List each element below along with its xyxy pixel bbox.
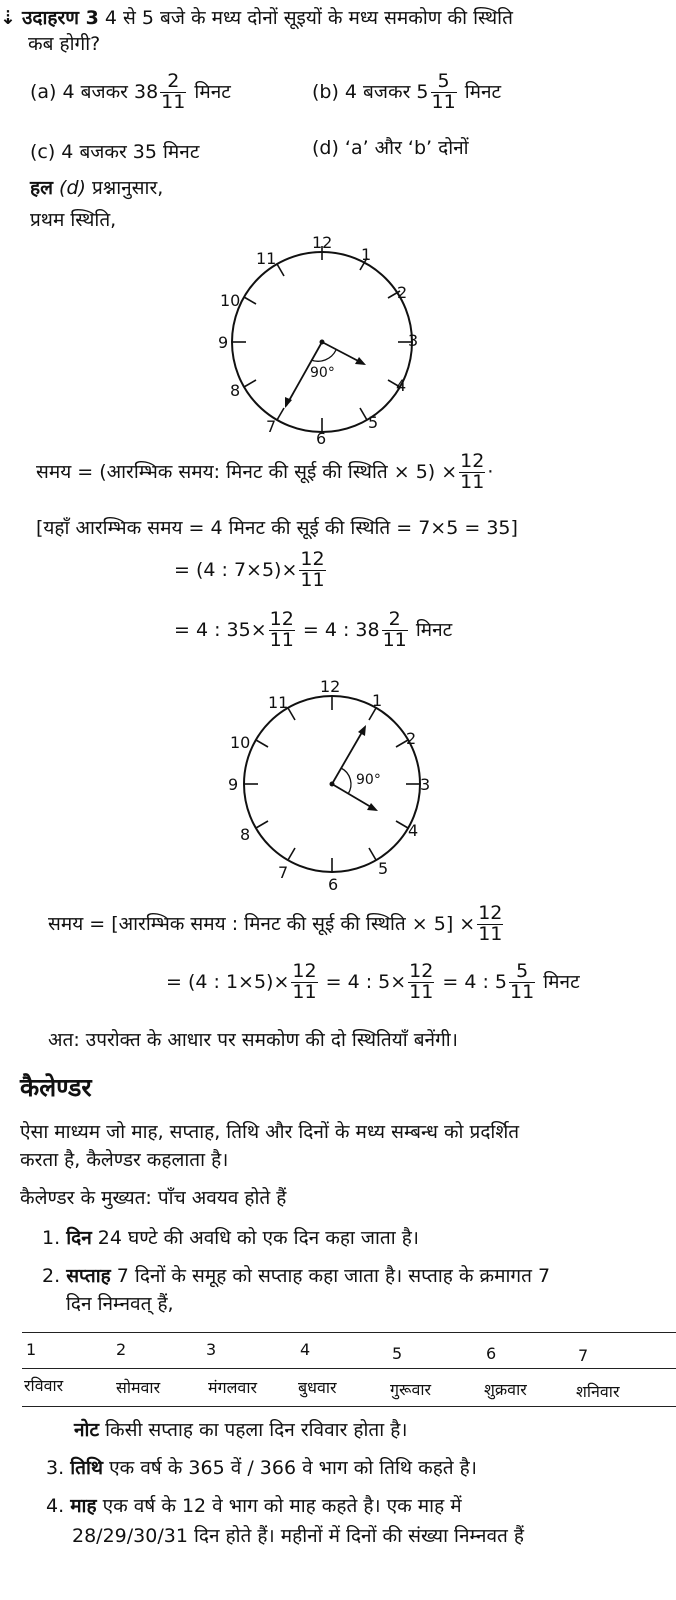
clock-label-10: 10	[230, 733, 251, 752]
calendar-intro-line2: करता है, कैलेण्डर कहलाता है।	[20, 1149, 229, 1171]
clock-label-9: 9	[218, 333, 229, 352]
clock-label-5: 5	[368, 413, 379, 432]
clock-diagram-1	[210, 226, 440, 456]
clock-label-9: 9	[228, 775, 239, 794]
week-day: मंगलवार	[208, 1378, 258, 1397]
solution-header	[30, 176, 163, 201]
conclusion-text: अत: उपरोक्त के आधार पर समकोण की दो स्थितियाँ बनेंगी।	[48, 1029, 458, 1051]
clock-label-3: 3	[420, 775, 431, 794]
clock-label-8: 8	[240, 825, 251, 844]
clock-label-4: 4	[408, 821, 419, 840]
clock-label-2: 2	[406, 729, 417, 748]
clock-label-11: 11	[256, 249, 277, 268]
week-number: 6	[486, 1344, 497, 1363]
week-day: शनिवार	[576, 1382, 620, 1401]
week-note: नोट किसी सप्ताह का पहला दिन रविवार होता है।	[74, 1419, 408, 1441]
week-number: 2	[116, 1340, 127, 1359]
clock-label-6: 6	[316, 429, 327, 448]
clock-angle-label: 90°	[310, 365, 335, 381]
clock-label-6: 6	[328, 875, 339, 894]
calendar-heading: कैलेण्डर	[20, 1073, 92, 1102]
week-number: 4	[300, 1340, 311, 1359]
question-text-line2: कब होगी?	[28, 33, 101, 55]
calc-step-1: = (4 : 7×5)× $\frac{12}{11}$	[174, 548, 325, 591]
clock-label-2: 2	[397, 283, 408, 302]
clock-label-11: 11	[268, 693, 289, 712]
week-day: बुधवार	[298, 1378, 337, 1397]
solution-label: हल	[30, 177, 53, 199]
week-day: गुरूवार	[390, 1380, 432, 1399]
clock-hands	[332, 727, 376, 810]
clock-ticks	[232, 246, 412, 432]
week-number: 1	[26, 1340, 37, 1359]
option-c: (c) 4 बजकर 35 मिनट	[30, 141, 200, 163]
solution-text: प्रश्नानुसार,	[91, 177, 164, 199]
calendar-components: कैलेण्डर के मुख्यत: पाँच अवयव होते हैं	[20, 1187, 287, 1209]
week-day: सोमवार	[116, 1378, 161, 1397]
list-item-week: 2. सप्ताह 7 दिनों के समूह को सप्ताह कहा जाता है। सप्ताह के क्रमागत 7	[42, 1265, 551, 1287]
formula-note-1: [यहाँ आरम्भिक समय = 4 मिनट की सूई की स्थिति = 7×5 = 35]	[36, 517, 518, 539]
clock-label-4: 4	[396, 376, 407, 395]
clock-label-7: 7	[278, 863, 289, 882]
clock-label-12: 12	[312, 233, 333, 252]
calc-step-2: = 4 : 35× $\frac{12}{11}$ = 4 : 38 $\frac{2}{11}$ मिनट	[174, 608, 453, 651]
list-item-week-line2: दिन निम्नवत् हैं,	[66, 1293, 174, 1315]
example-label: उदाहरण 3	[21, 7, 99, 29]
calc-step-3: = (4 : 1×5)× $\frac{12}{11}$ = 4 : 5× $\frac{12}{11}$ = 4 : 5 $\frac{5}{11}$ मिनट	[166, 960, 580, 1003]
time-formula-2: समय = [आरम्भिक समय : मिनट की सूई की स्थिति × 5] × $\frac{12}{11}$	[48, 902, 503, 945]
option-d: (d) ‘a’ और ‘b’ दोनों	[312, 137, 469, 159]
clock-label-1: 1	[372, 691, 383, 710]
clock-label-10: 10	[220, 291, 241, 310]
clock-label-8: 8	[230, 381, 241, 400]
table-bottom-rule	[22, 1406, 676, 1407]
table-top-rule	[22, 1332, 676, 1333]
list-item-day: 1. दिन 24 घण्टे की अवधि को एक दिन कहा जाता है।	[42, 1227, 419, 1249]
clock-label-7: 7	[266, 417, 277, 436]
week-number: 7	[578, 1346, 589, 1365]
option-a: (a) 4 बजकर 38 $\frac{2}{11}$ मिनट	[30, 70, 231, 113]
list-item-month: 4. माह एक वर्ष के 12 वे भाग को माह कहते है। एक माह में	[46, 1495, 462, 1517]
clock-label-3: 3	[408, 331, 419, 350]
example-question	[0, 6, 513, 31]
time-formula-1: समय = (आरम्भिक समय: मिनट की सूई की स्थिति × 5) × $\frac{12}{11}$ ·	[36, 450, 494, 493]
question-text: 4 से 5 बजे के मध्य दोनों सूइयों के मध्य समकोण की स्थिति	[104, 7, 513, 29]
table-middle-rule	[22, 1368, 676, 1369]
week-number: 3	[206, 1340, 217, 1359]
week-number: 5	[392, 1344, 403, 1363]
download-arrow-icon: ⇣	[0, 7, 16, 29]
clock-label-12: 12	[320, 677, 341, 696]
week-day: रविवार	[24, 1376, 64, 1395]
list-item-date: 3. तिथि एक वर्ष के 365 वें / 366 वे भाग को तिथि कहते है।	[46, 1457, 477, 1479]
solution-answer: (d)	[59, 177, 86, 199]
first-position-label: प्रथम स्थिति,	[30, 209, 117, 231]
clock-angle-label: 90°	[356, 772, 381, 788]
week-day: शुक्रवार	[484, 1380, 527, 1399]
option-b: (b) 4 बजकर 5 $\frac{5}{11}$ मिनट	[312, 70, 502, 113]
clock-label-5: 5	[378, 859, 389, 878]
clock-diagram-2	[218, 672, 448, 902]
list-item-month-line2: 28/29/30/31 दिन होते हैं। महीनों में दिनों की संख्या निम्नवत हैं	[72, 1525, 524, 1547]
calendar-intro-line1: ऐसा माध्यम जो माह, सप्ताह, तिथि और दिनों के मध्य सम्बन्ध को प्रदर्शित	[20, 1121, 520, 1143]
clock-label-1: 1	[361, 245, 372, 264]
